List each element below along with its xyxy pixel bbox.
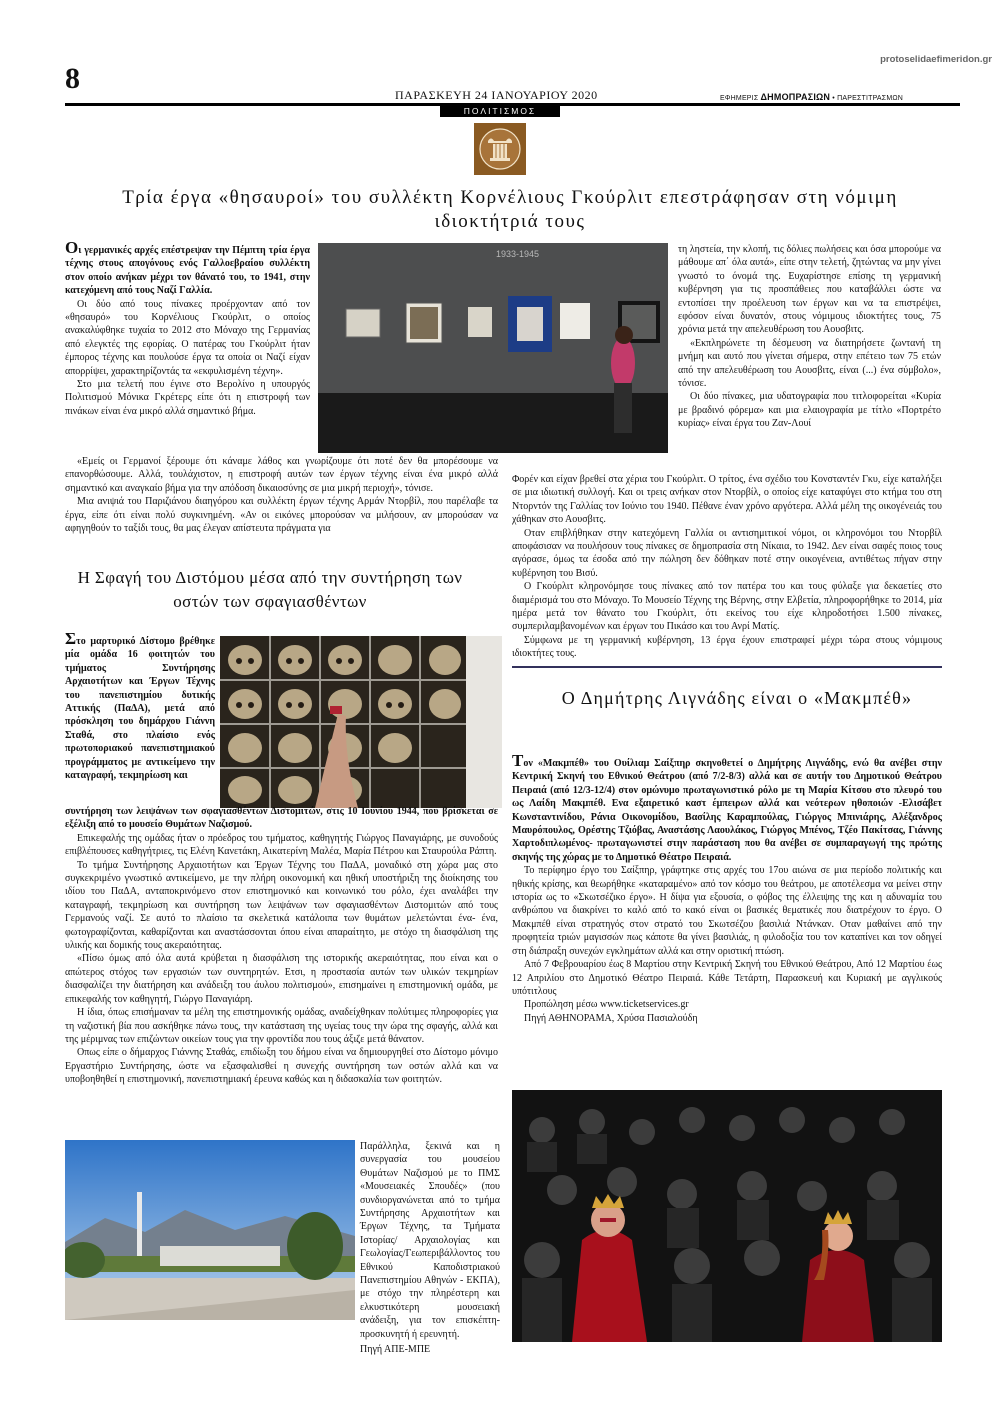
article2-body [65, 805, 498, 1087]
site-watermark: protoselidaefimeridon.gr [880, 54, 992, 65]
bones-photo [220, 636, 502, 808]
article2-para: Η ίδια, όπως επισήμαναν τα μέλη της επιστημονικής ομάδας, αναδείχθηκαν πολύτιμες πληροφορίες για τη ναζιστική βία που ασκήθηκε πάνω τους, την κατάσταση της υγείας τους την ώρα της σφαγής, αλλά και της μέριμνας των επιζώντων οικείων τους για την φροντίδα που τους άξιζε μετά θάνατον. [65, 1007, 498, 1045]
article2-col1 [65, 629, 215, 782]
section-divider [512, 666, 942, 668]
masthead-prefix: ΕΦΗΜΕΡΙΣ [720, 95, 759, 102]
article1-para: Φορέν και είχαν βρεθεί στα χέρια του Γκούρλιτ. Ο τρίτος, ένα σχέδιο του Κονσταντέν Γκυ, είχε καταλήξει σε μια ιδιωτική συλλογή. Και οι τρεις ανήκαν στον Ντορβίλ, ο οποίος είχε καταφύγει στο κτήμα του στη Ντορντόν της Γαλλίας τον Ιούνιο του 1940. Πέθανε έναν χρόνο αργότερα. Αλλά μέλη της οικογένειάς του χάθηκαν στο Αουσβιτς. [512, 474, 942, 526]
article1-para: Μια ανιψιά του Παριζιάνου διαηγόρου και συλλέκτη έργων τέχνης Αρμάν Ντορβίλ, που παρέλαβε τα έργα, είπε ότι είναι πολύ συγκινημένη. «Αν οι εικόνες μπορούσαν να μιλήσουν, αν μπορούσαν να αφηγηθούν το ταξίδι τους, θα μας έλεγαν απίστευτα πράγματα για [65, 496, 498, 535]
article1-para: Οι δύο από τους πίνακες προέρχονταν από τον «θησαυρό» του Κορνέλιους Γκούρλιτ, ο οποίος ανακαλύφθηκε τυχαία το 2012 στο Μόναχο της Γερμανίας από ελεγκτές της εφορίας. Ο πατέρας του Γκούρλιτ ήταν έμπορος τέχνης και πουλούσε έργα τα οποία οι Ναζί είχαν απορρίψει, χαρακτηρίζοντάς τα «εκφυλισμένη τέχνη». [65, 298, 310, 377]
article1-para: «Εμείς οι Γερμανοί ξέρουμε ότι κάναμε λάθος και γνωρίζουμε ότι ποτέ δεν θα μπορέσουμε να επανορθώσουμε. Αλλά, τουλάχιστον, η επιστροφή αυτών των έργων τέχνης είναι ένα μικρό αλλά σημαντικό και αναγκαίο βήμα για την απόδοση δικαιοσύνης σε μια μικρή περιοχή», τόνισε. [65, 456, 498, 494]
article1-para: Οταν επιβλήθηκαν στην κατεχόμενη Γαλλία οι αντισημιτικοί νόμοι, οι κληρονόμοι του Ντορβίλ αποφάσισαν να πουλήσουν τους πίνακες σε δημοπρασία στη Νίκαια, το 1942. Δεν είναι σαφές ποιος τους αγόρασε, όμως τα έσοδα από την πώληση δεν δόθηκαν ποτέ στην οικογένεια, αντιθέτως πήγαν στην κυβέρνηση του Βισύ. [512, 527, 942, 579]
article1-para: Σύμφωνα με τη γερμανική κυβέρνηση, 13 έργα έχουν επιστραφεί μέχρι τώρα στους νόμιμους ιδιοκτήτες τους. [512, 634, 942, 660]
article3-lead: Τον «Μακμπέθ» του Ουίλιαμ Σαίξπηρ σκηνοθετεί ο Δημήτρης Λιγνάδης, ενώ θα ανέβει στην Κεντρική Σκηνή του Εθνικού Θεάτρου (από 7/2-8/3) αλλά και σε αυτήν του Δημοτικού Θεάτρου Πειραιά (από 12/3-12/4) στον ομώνυμο πρωταγωνιστικό ρόλο με τη Μαρία Κίτσου στο πλευρό του ως Λαίδη Μακμπέθ. Ενα εξαιρετικό καστ έμπειρων αλλά και νεότερων ηθοποιών -Ελισάβετ Κωνσταντινίδου, Ράνια Οικονομίδου, Βασίλης Καραμπούλας, Γιώργος Μπινιάρης, Αλέξανδρος Μαυρόπουλος, Ορέστης Τζιόβας, Αναστάσης Λαουλάκος, Γιώργος Μπένος, Τζέο Πακίτσας, Γιάννης Χαρτοδιπλωμένος- πρωταγωνιστεί στην παράσταση που θα ανέβει σε συμπαραγωγή της πρώτης σκηνής της χώρας με το Δημοτικό Θέατρο Πειραιά. [512, 751, 942, 863]
article2-para: Επικεφαλής της ομάδας ήταν ο πρόεδρος του τμήματος, καθηγητής Γιώργος Παναγιάρης, με συνοδούς επιβλέπουσες καθηγήτριες, τις Ελένη Κανετάκη, Αικατερίνη Μαλέα, Μαρία Πέτρου και Σταυρούλα Ράπτη. [65, 832, 498, 858]
article2-title: Η Σφαγή του Διστόμου μέσα από την συντήρηση των οστών των σφαγιασθέντων [77, 568, 463, 611]
article3-presale: Προπώληση μέσω www.ticketservices.gr [524, 999, 689, 1011]
article1-para: Στο μια τελετή που έγινε στο Βερολίνο η υπουργός Πολιτισμού Μόνικα Γκρέτερς είπε ότι η επιστροφή των πινάκων είναι ένα μικρό αλλά σημαντικό βήμα. [65, 379, 310, 417]
article2-col-side [360, 1140, 500, 1357]
article2-lead-cont: συντήρηση των λειψάνων των σφαγιασθέντων Διστομιτών, στις 10 Ιουνίου 1944, που βρίσκεται σε εξέλιξη από το μουσείο Θυμάτων Ναζισμού. [65, 806, 498, 831]
article1-title: Τρία έργα «θησαυροί» του συλλέκτη Κορνέλιους Γκούρλιτ επεστράφησαν στη νόμιμη ιδιοκτήτριά τους [122, 187, 898, 232]
article1-para: τη ληστεία, την κλοπή, τις δόλιες πωλήσεις και όσα μπορούμε να μάθουμε απ΄ όλα αυτά», είπε στην τελετή, ζητώντας να μην γίνει γνωστό το όνομά της. Ευχαρίστησε επίσης τη γερμανική κυβέρνηση για τις προσπάθειες που καταβάλλει ώστε να εντοπίσει την προέλευση των έργων και να τα επιστρέψει, εφόσον είναι δυνατόν, στους νόμιμους ιδιοκτήτες τους, 75 χρόνια μετά την απελευθέρωση του Αουσβιτς. [678, 244, 941, 336]
page-number: 8 [65, 62, 80, 95]
article1-wide-right [512, 473, 942, 661]
article2-para: «Πίσω όμως από όλα αυτά κρύβεται η διασφάλιση της ιστορικής ακεραιότητας, που είναι και ο απώτερος στόχος των εργασιών των συντηρητών. Ετσι, η προστασία αυτών των υλικών τεκμηρίων διασφαλίζει την διατήρηση και ανάδειξη του άυλου πολιτισμού», επισημαίνει η επιστημονική ομάδα, με επικεφαλής τον καθηγητή, Γιώργο Παναγιάρη. [65, 953, 498, 1005]
page-date: ΠΑΡΑΣΚΕΥΗ 24 ΙΑΝΟΥΑΡΙΟΥ 2020 [395, 88, 598, 102]
article3-source: Πηγή ΑΘΗΝΟΡΑΜΑ, Χρύσα Πασιαλούδη [524, 1012, 698, 1024]
gallery-wall-text: 1933-1945 [496, 249, 540, 259]
article2-lead: Στο μαρτυρικό Δίστομο βρέθηκε μία ομάδα 16 φοιτητών του τμήματος Συντήρησης Αρχαιοτήτων και Έργων Τέχνης του πανεπιστημίου δυτικής Αττικής (ΠαΔΑ), μετά από πρόσκληση του δημάρχου Γιάννη Σταθά, στο πλαίσιο ενός πρωτοποριακού πανεπιστημιακού προγράμματος με αντικείμενο την καταγραφή, τεκμηρίωση και [65, 629, 215, 782]
column-logo-icon [474, 123, 526, 175]
article3-para: Από 7 Φεβρουαρίου έως 8 Μαρτίου στην Κεντρική Σκηνή του Εθνικού Θεάτρου, Από 12 Μαρτίου έως 12 Απριλίου στο Δημοτικό Θέατρο Πειραιά. Κάθε Τετάρτη, Παρασκευή και Κυριακή με αγγλικούς υπότιτλους [512, 959, 942, 997]
masthead-name: ΔΗΜΟΠΡΑΣΙΩΝ [760, 92, 831, 102]
article1-para: Ο Γκούρλιτ κληρονόμησε τους πίνακες από τον πατέρα του και τους φύλαξε για δεκαετίες στο διαμέρισμά του στο Μόναχο. Το Μουσείο Τέχνης της Βέρνης, στην Ελβετία, πληροφορήθηκε το 2014, μία ημέρα μετά τον θάνατο του Γκούρλιτ, ότι εκείνος του είχε κληροδοτήσει 1.500 πίνακες, συμπεριλαμβανομένων και έργων του Πικάσο και του Ανρί Ματίς. [512, 581, 942, 633]
article2-source: Πηγή ΑΠΕ-ΜΠΕ [360, 1344, 431, 1356]
masthead-suffix: • ΠΑΡΕΣΤΙΤΡΑΣΜΩΝ [832, 95, 904, 102]
article2-para: Οπως είπε ο δήμαρχος Γιάννης Σταθάς, επιδίωξη του δήμου είναι να δημιουργηθεί στο Δίστομο μόνιμο Εργαστήριο Συντήρησης, ώστε να εξασφαλισθεί η συνεχής συντήρηση των οστών αλλά και να υποβοηθηθεί η επιστημονική, πανεπιστημιακή έρευνα καθώς και η διδασκαλία των φοιτητών. [65, 1047, 498, 1086]
gallery-photo [318, 243, 668, 453]
article2-para: Το τμήμα Συντήρησης Αρχαιοτήτων και Έργων Τέχνης του ΠαΔΑ, μοναδικό στη χώρα μας στο συγκεκριμένο γνωστικό αντικείμενο, με την πλήρη οικονομική και ηθική υποστήριξη της διοίκησης του ιδίου του ΠαΔΑ, ανταποκρινόμενο στον επιστημονικό και κοινωνικό του ρόλο, έχει αναλάβει την καταγραφή, τεκμηρίωση και συντήρηση των λειψάνων των σφαγιασθέντων Διστομιτών από τους Γερμανούς ναζί. Σε αυτό το πλαίσιο τα σκελετικά κατάλοιπα των θυμάτων μελετώνται ένα- ένα, φωτογραφίζονται, καθαρίζονται και αναστάσσονται όπου είναι απαραίτητο, με στόχο τη διασφάλιση της υλικής και δομικής τους ακεραιότητας. [65, 859, 498, 952]
article2-para: Παράλληλα, ξεκινά και η συνεργασία του μουσείου Θυμάτων Ναζισμού με το ΠΜΣ «Μουσειακές Σπουδές» (που συνδιοργανώνεται από το τμήμα Συντήρησης Αρχαιοτήτων και Έργων Τέχνης, τα Τμήματα Ιστορίας/ Αρχαιολογίας και Γεωλογίας/Γεωπεριβάλλοντος του Εθνικού Καποδιστριακού Πανεπιστημίου Αθηνών - ΕΚΠΑ), με στόχο την πληρέστερη και ελκυστικότερη μουσειακή ανάδειξη, για τον επισκέπτη-προσκυνητή ή ερευνητή. [360, 1141, 500, 1340]
article1-lead: Οι γερμανικές αρχές επέστρεψαν την Πέμπτη τρία έργα τέχνης στους απογόνους ενός Γαλλοεβραίου συλλέκτη στον οποίο ανήκαν μέχρι τον θάνατό του, το 1941, στην κατεχόμενη από τους Ναζί Γαλλία. [65, 238, 310, 297]
article1-col3 [678, 243, 941, 431]
article3-body [512, 751, 942, 1025]
distomo-monument-photo [65, 1140, 355, 1320]
article1-para: «Εκπληρώνετε τη δέσμευση να διατηρήσετε ζωντανή τη μνήμη και αυτό που γίνεται σήμερα, στην επέτειο των 75 ετών από την απελευθέρωση του Αουσβιτς, είναι (...) ένα σύμβολο», τόνισε. [678, 337, 941, 390]
article1-wide [65, 455, 498, 535]
macbeth-photo [512, 1090, 942, 1342]
article3-title: Ο Δημήτρης Λιγνάδης είναι ο «Μακμπέθ» [561, 688, 913, 708]
article1-para: Οι δύο πίνακες, μια υδατογραφία που τιτλοφορείται «Κυρία με βραδινό φόρεμα» και μια ελαιογραφία με τίτλο «Πορτρέτο κυρίας» είναι έργα του Ζαν-Λουί [678, 391, 941, 430]
article3-para: Το περίφημο έργο του Σαίξπηρ, γράφτηκε στις αρχές του 17ου αιώνα σε μια περίοδο πολιτικής και ηθικής κρίσης, και θεωρήθηκε «καταραμένο» από τον κόσμο του θεάτρου, με αποτέλεσμα να μείνει στην ιστορία ως το «Σκωτσέζικο έργο». Η δίψα για εξουσία, ο φόβος της έλλειψης της και η αδυναμία του ανθρώπου να διακρίνει το καλό από το κακό είναι οι βασικές θεματικές που διατρέχουν το έργο. Ο Μακμπέθ είναι στρατηγός στον στρατό του Σκωτσέζου βασιλιά Ντάνκαν. Οταν μαθαίνει από την προφητεία τριών μαγισσών πως κάποτε θα γίνει βασιλιάς, η φιλοδοξία του τον καταπίνει και τον οδηγεί στη διάπραξη συνεχών εγκλημάτων αλλά και στην οριστική πτώση. [512, 865, 942, 957]
masthead [720, 92, 903, 102]
article1-col1 [65, 238, 310, 418]
section-label: ΠΟΛΙΤΙΣΜΟΣ [440, 105, 560, 117]
